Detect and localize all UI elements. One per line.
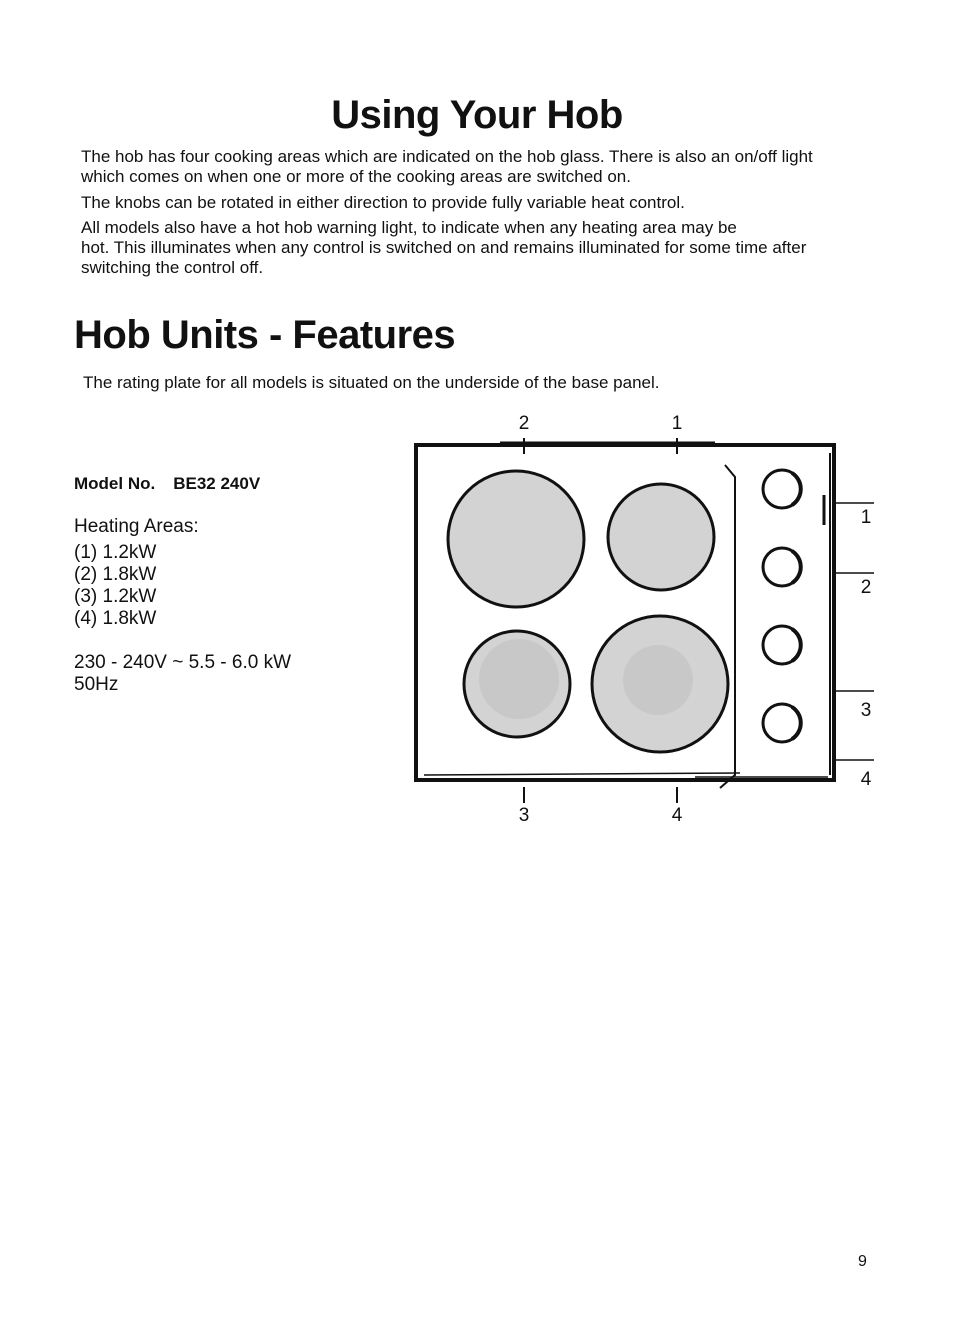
rating-plate-note: The rating plate for all models is situated on the underside of the base panel.	[83, 373, 660, 392]
model-number	[74, 473, 260, 495]
page-title: Using Your Hob	[331, 93, 623, 137]
intro-line-2: which comes on when one or more of the cooking areas are switched on.	[81, 167, 631, 186]
cooking-zone-2	[448, 471, 584, 607]
callout-right-4: 4	[860, 769, 872, 790]
knobs-paragraph: The knobs can be rotated in either direction to provide fully variable heat control.	[81, 193, 685, 212]
model-value: BE32 240V	[173, 474, 261, 493]
heating-area-1: (1) 1.2kW	[74, 542, 157, 563]
heating-area-3: (3) 1.2kW	[74, 586, 157, 607]
warning-line-3: switching the control off.	[81, 258, 264, 277]
callout-right-2: 2	[860, 577, 872, 598]
intro-paragraph	[81, 147, 881, 187]
callout-top-2: 2	[518, 413, 530, 434]
callout-right-1: 1	[860, 507, 872, 528]
voltage-rating: 230 - 240V ~ 5.5 - 6.0 kW	[74, 652, 292, 673]
callout-bottom-4: 4	[671, 805, 683, 826]
callout-top-1: 1	[671, 413, 683, 434]
page-number: 9	[858, 1253, 867, 1270]
frame-edge-bottom	[424, 773, 740, 775]
heating-areas-label: Heating Areas:	[74, 516, 199, 537]
warning-light-paragraph	[81, 218, 881, 278]
intro-line-1: The hob has four cooking areas which are indicated on the hob glass. There is also an on/off light	[81, 147, 813, 166]
callout-right-3: 3	[860, 700, 872, 721]
cooking-zone-1	[608, 484, 714, 590]
warning-line-2: hot. This illuminates when any control is switched on and remains illuminated for some time after	[81, 238, 807, 257]
heating-area-4: (4) 1.8kW	[74, 608, 157, 629]
control-panel-divider	[720, 465, 735, 788]
hob-diagram	[400, 405, 880, 830]
cooking-zone-3-inner	[479, 639, 559, 719]
cooking-zone-4-inner	[623, 645, 693, 715]
warning-line-1: All models also have a hot hob warning light, to indicate when any heating area may be	[81, 218, 737, 237]
frequency-rating: 50Hz	[74, 674, 119, 695]
model-label: Model No.	[74, 474, 156, 493]
callout-bottom-3: 3	[518, 805, 530, 826]
heating-area-2: (2) 1.8kW	[74, 564, 157, 585]
section-title: Hob Units - Features	[74, 313, 456, 357]
